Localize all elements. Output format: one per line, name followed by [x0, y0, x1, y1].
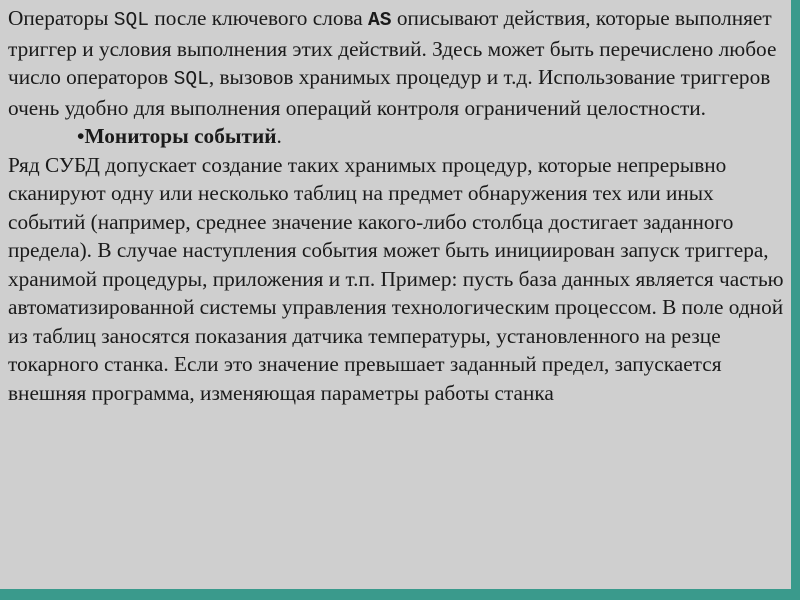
p1-text-4: , вызовов хранимых процедур и т.д. Использование триггеров очень удобно для выполнения операций контроля ограничений целостности.	[8, 65, 771, 120]
bullet-mark: •	[77, 124, 85, 148]
slide-text	[8, 4, 790, 407]
bullet-event-monitors	[8, 122, 790, 151]
code-sql-2: SQL	[173, 68, 209, 90]
p1-text-2: после ключевого слова	[149, 6, 369, 30]
bullet-tail: .	[276, 124, 282, 148]
code-as: AS	[368, 9, 392, 31]
bullet-title: Мониторы событий	[84, 124, 277, 148]
paragraph-event-monitors: Ряд СУБД допускает создание таких хранимых процедур, которые непрерывно сканируют одну или несколько таблиц на предмет обнаружения тех или иных событий (например, среднее значение какого-либо столбца достигает заданного предела). В случае наступления события может быть инициирован запуск триггера, хранимой процедуры, приложения и т.п. Пример: пусть база данных является частью автоматизированной системы управления технологическим процессом. В поле одной из таблиц заносятся показания датчика температуры, установленного на резце токарного станка. Если это значение превышает заданный предел, запускается внешняя программа, изменяющая параметры работы станка	[8, 152, 784, 405]
paragraph-triggers	[8, 4, 790, 122]
p1-text-3: описывают действия, которые выполняет триггер и условия выполнения этих действий. Здесь может быть перечислено любое число операторов	[8, 6, 777, 89]
p1-text-1: Операторы	[8, 6, 114, 30]
code-sql-1: SQL	[113, 9, 150, 31]
